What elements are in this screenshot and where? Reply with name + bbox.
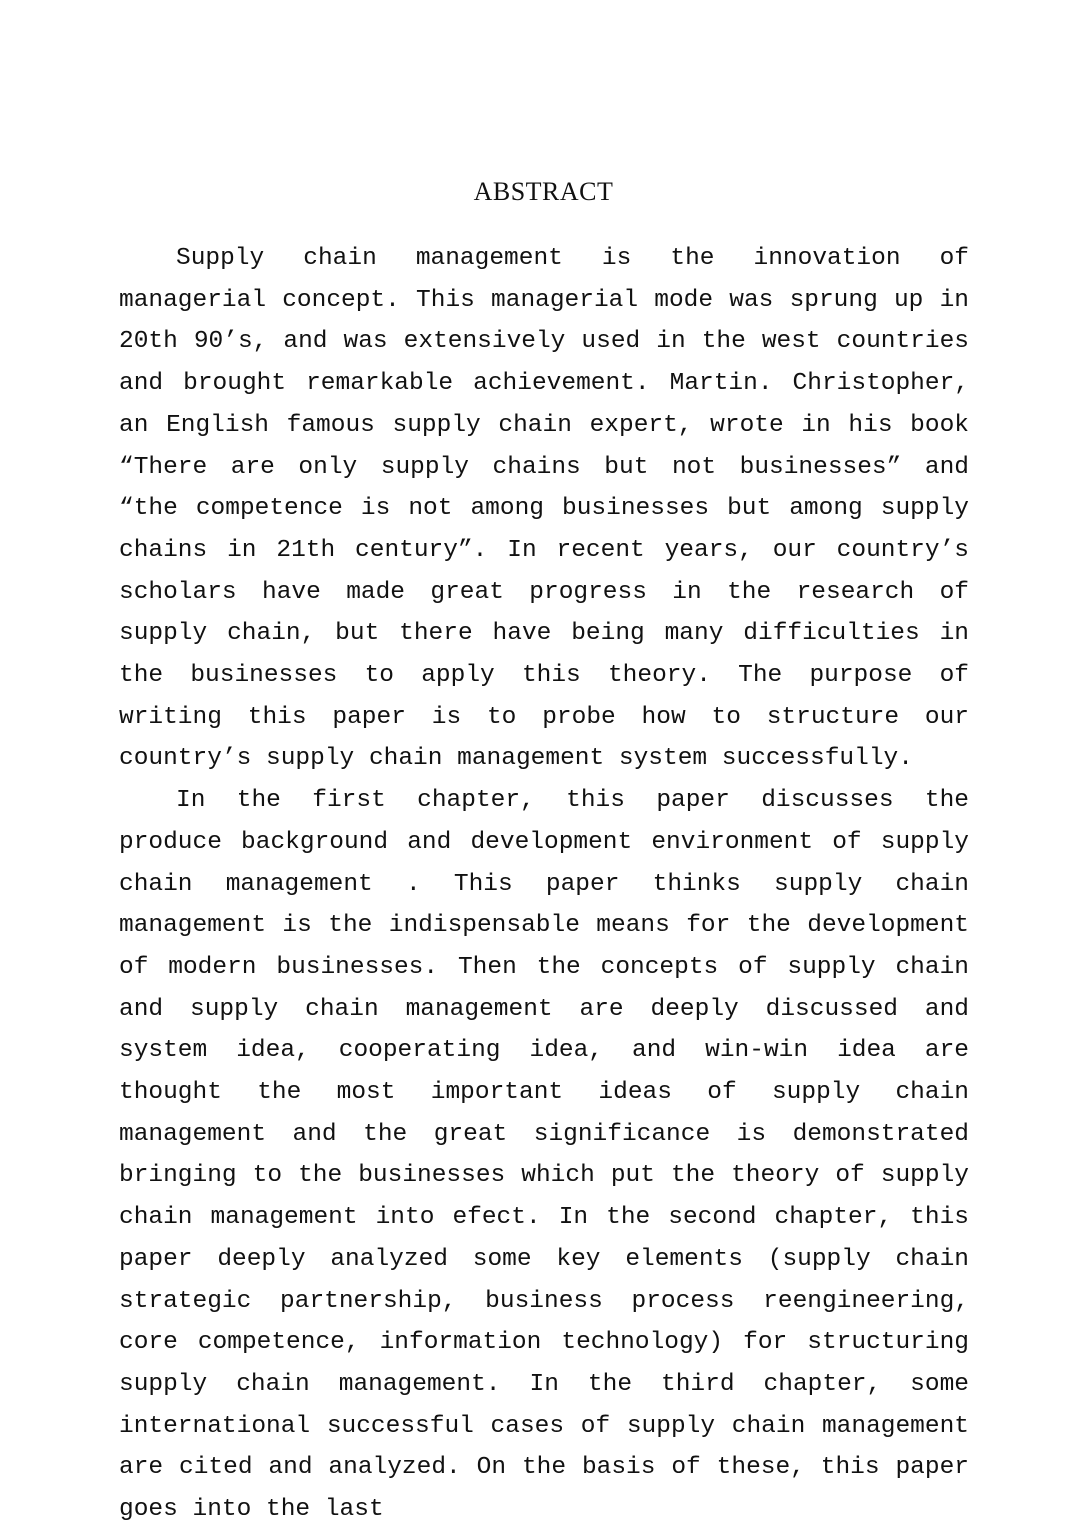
abstract-paragraph-2: In the first chapter, this paper discusses the produce background and development environment of supply chain management . This paper thinks supply chain management is the indispensable means for the development of modern businesses. Then the concepts of supply chain and supply chain management are deeply discussed and system idea, cooperating idea, and win-win idea are thought the most important ideas of supply chain management and the great significance is demonstrated bringing to the businesses which put the theory of supply chain management into efect. In the second chapter, this paper deeply analyzed some key elements (supply chain strategic partnership, business process reengineering, core competence, information technology) for structuring supply chain management. In the third chapter, some international successful cases of supply chain management are cited and analyzed. On the basis of these, this paper goes into the last [119, 787, 969, 1524]
abstract-title: ABSTRACT [473, 177, 614, 206]
abstract-paragraph-1: Supply chain management is the innovation of managerial concept. This managerial mode was sprung up in 20th 90’s, and was extensively used in the west countries and brought remarkable achievement. Martin. Christopher, an English famous supply chain expert, wrote in his book “There are only supply chains but not businesses” and “the competence is not among businesses but among supply chains in 21th century”. In recent years, our country’s scholars have made great progress in the research of supply chain, but there have being many difficulties in the businesses to apply this theory. The purpose of writing this paper is to probe how to structure our country’s supply chain management system successfully. [119, 245, 969, 773]
abstract-body [119, 238, 969, 1531]
